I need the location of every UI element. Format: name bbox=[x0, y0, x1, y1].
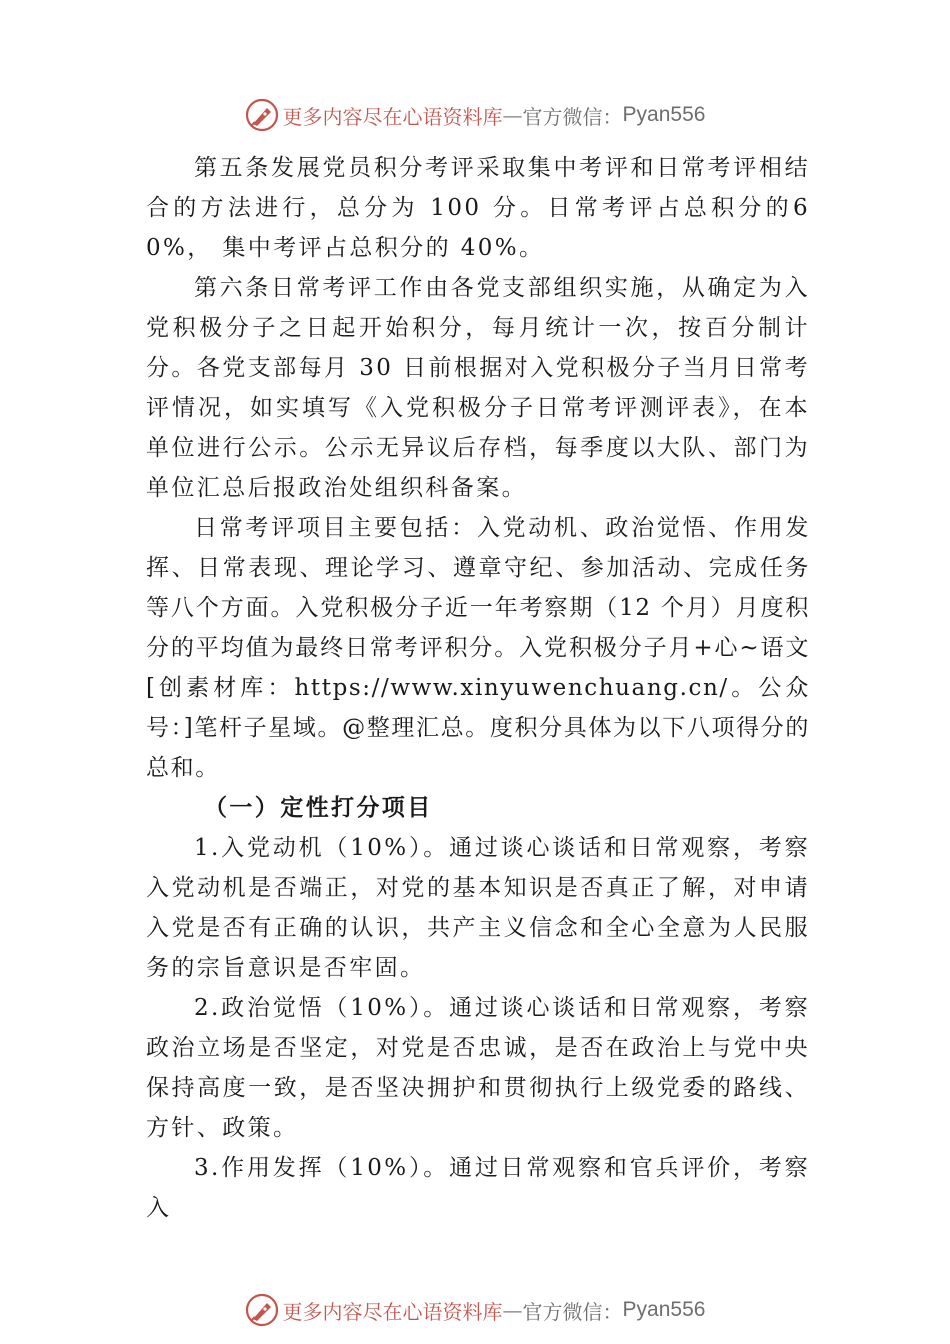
paragraph-item-2: 2.政治觉悟（10%）。通过谈心谈话和日常观察，考察政治立场是否坚定，对党是否忠诚，是否在政治上与党中央保持高度一致，是否坚决拥护和贯彻执行上级党委的路线、方针、政策。 bbox=[146, 995, 810, 1141]
watermark-wechat-id: Pyan556 bbox=[622, 103, 706, 126]
paragraph-item-3: 3.作用发挥（10%）。通过日常观察和官兵评价，考察入 bbox=[146, 1155, 810, 1221]
watermark-label: 官方微信： bbox=[522, 1299, 623, 1324]
paragraph-item-1: 1.入党动机（10%）。通过谈心谈话和日常观察，考察入党动机是否端正，对党的基本知识是否真正了解，对申请入党是否有正确的认识，共产主义信念和全心全意为人民服务的宗旨意识是否牢固。 bbox=[146, 835, 810, 981]
watermark-label: 官方微信： bbox=[522, 104, 623, 129]
pen-nib-logo-icon bbox=[245, 1293, 279, 1327]
watermark-text: 更多内容尽在心语资料库 bbox=[282, 104, 503, 129]
watermark-wechat-id: Pyan556 bbox=[622, 1298, 706, 1321]
watermark-footer bbox=[0, 1290, 950, 1330]
watermark-text: 更多内容尽在心语资料库 bbox=[282, 1299, 503, 1324]
paragraph-assessment-items: 日常考评项目主要包括：入党动机、政治觉悟、作用发挥、日常表现、理论学习、遵章守纪、参加活动、完成任务等八个方面。入党积极分子近一年考察期（12 个月）月度积分的平均值为最终日常考评积分。入党积极分子月+心~语文[创素材库：https://www.xinyuwenchuang.cn/。公众号：]笔杆子星域。@整理汇总。度积分具体为以下八项得分的总和。 bbox=[146, 515, 810, 781]
paragraph-article-5: 第五条发展党员积分考评采取集中考评和日常考评相结合的方法进行，总分为 100 分。日常考评占总积分的60%， 集中考评占总积分的 40%。 bbox=[146, 155, 810, 261]
paragraph-article-6: 第六条日常考评工作由各党支部组织实施，从确定为入党积极分子之日起开始积分，每月统计一次，按百分制计分。各党支部每月 30 日前根据对入党积极分子当月日常考评情况，如实填写《入党积极分子日常考评测评表》，在本单位进行公示。公示无异议后存档，每季度以大队、部门为单位汇总后报政治处组织科备案。 bbox=[146, 275, 810, 501]
pen-nib-logo-icon bbox=[245, 98, 279, 132]
watermark-separator: — bbox=[502, 1298, 523, 1322]
document-body bbox=[146, 148, 810, 1228]
section-heading-qualitative: （一）定性打分项目 bbox=[204, 794, 433, 821]
watermark-header bbox=[0, 95, 950, 135]
watermark-separator: — bbox=[502, 103, 523, 127]
